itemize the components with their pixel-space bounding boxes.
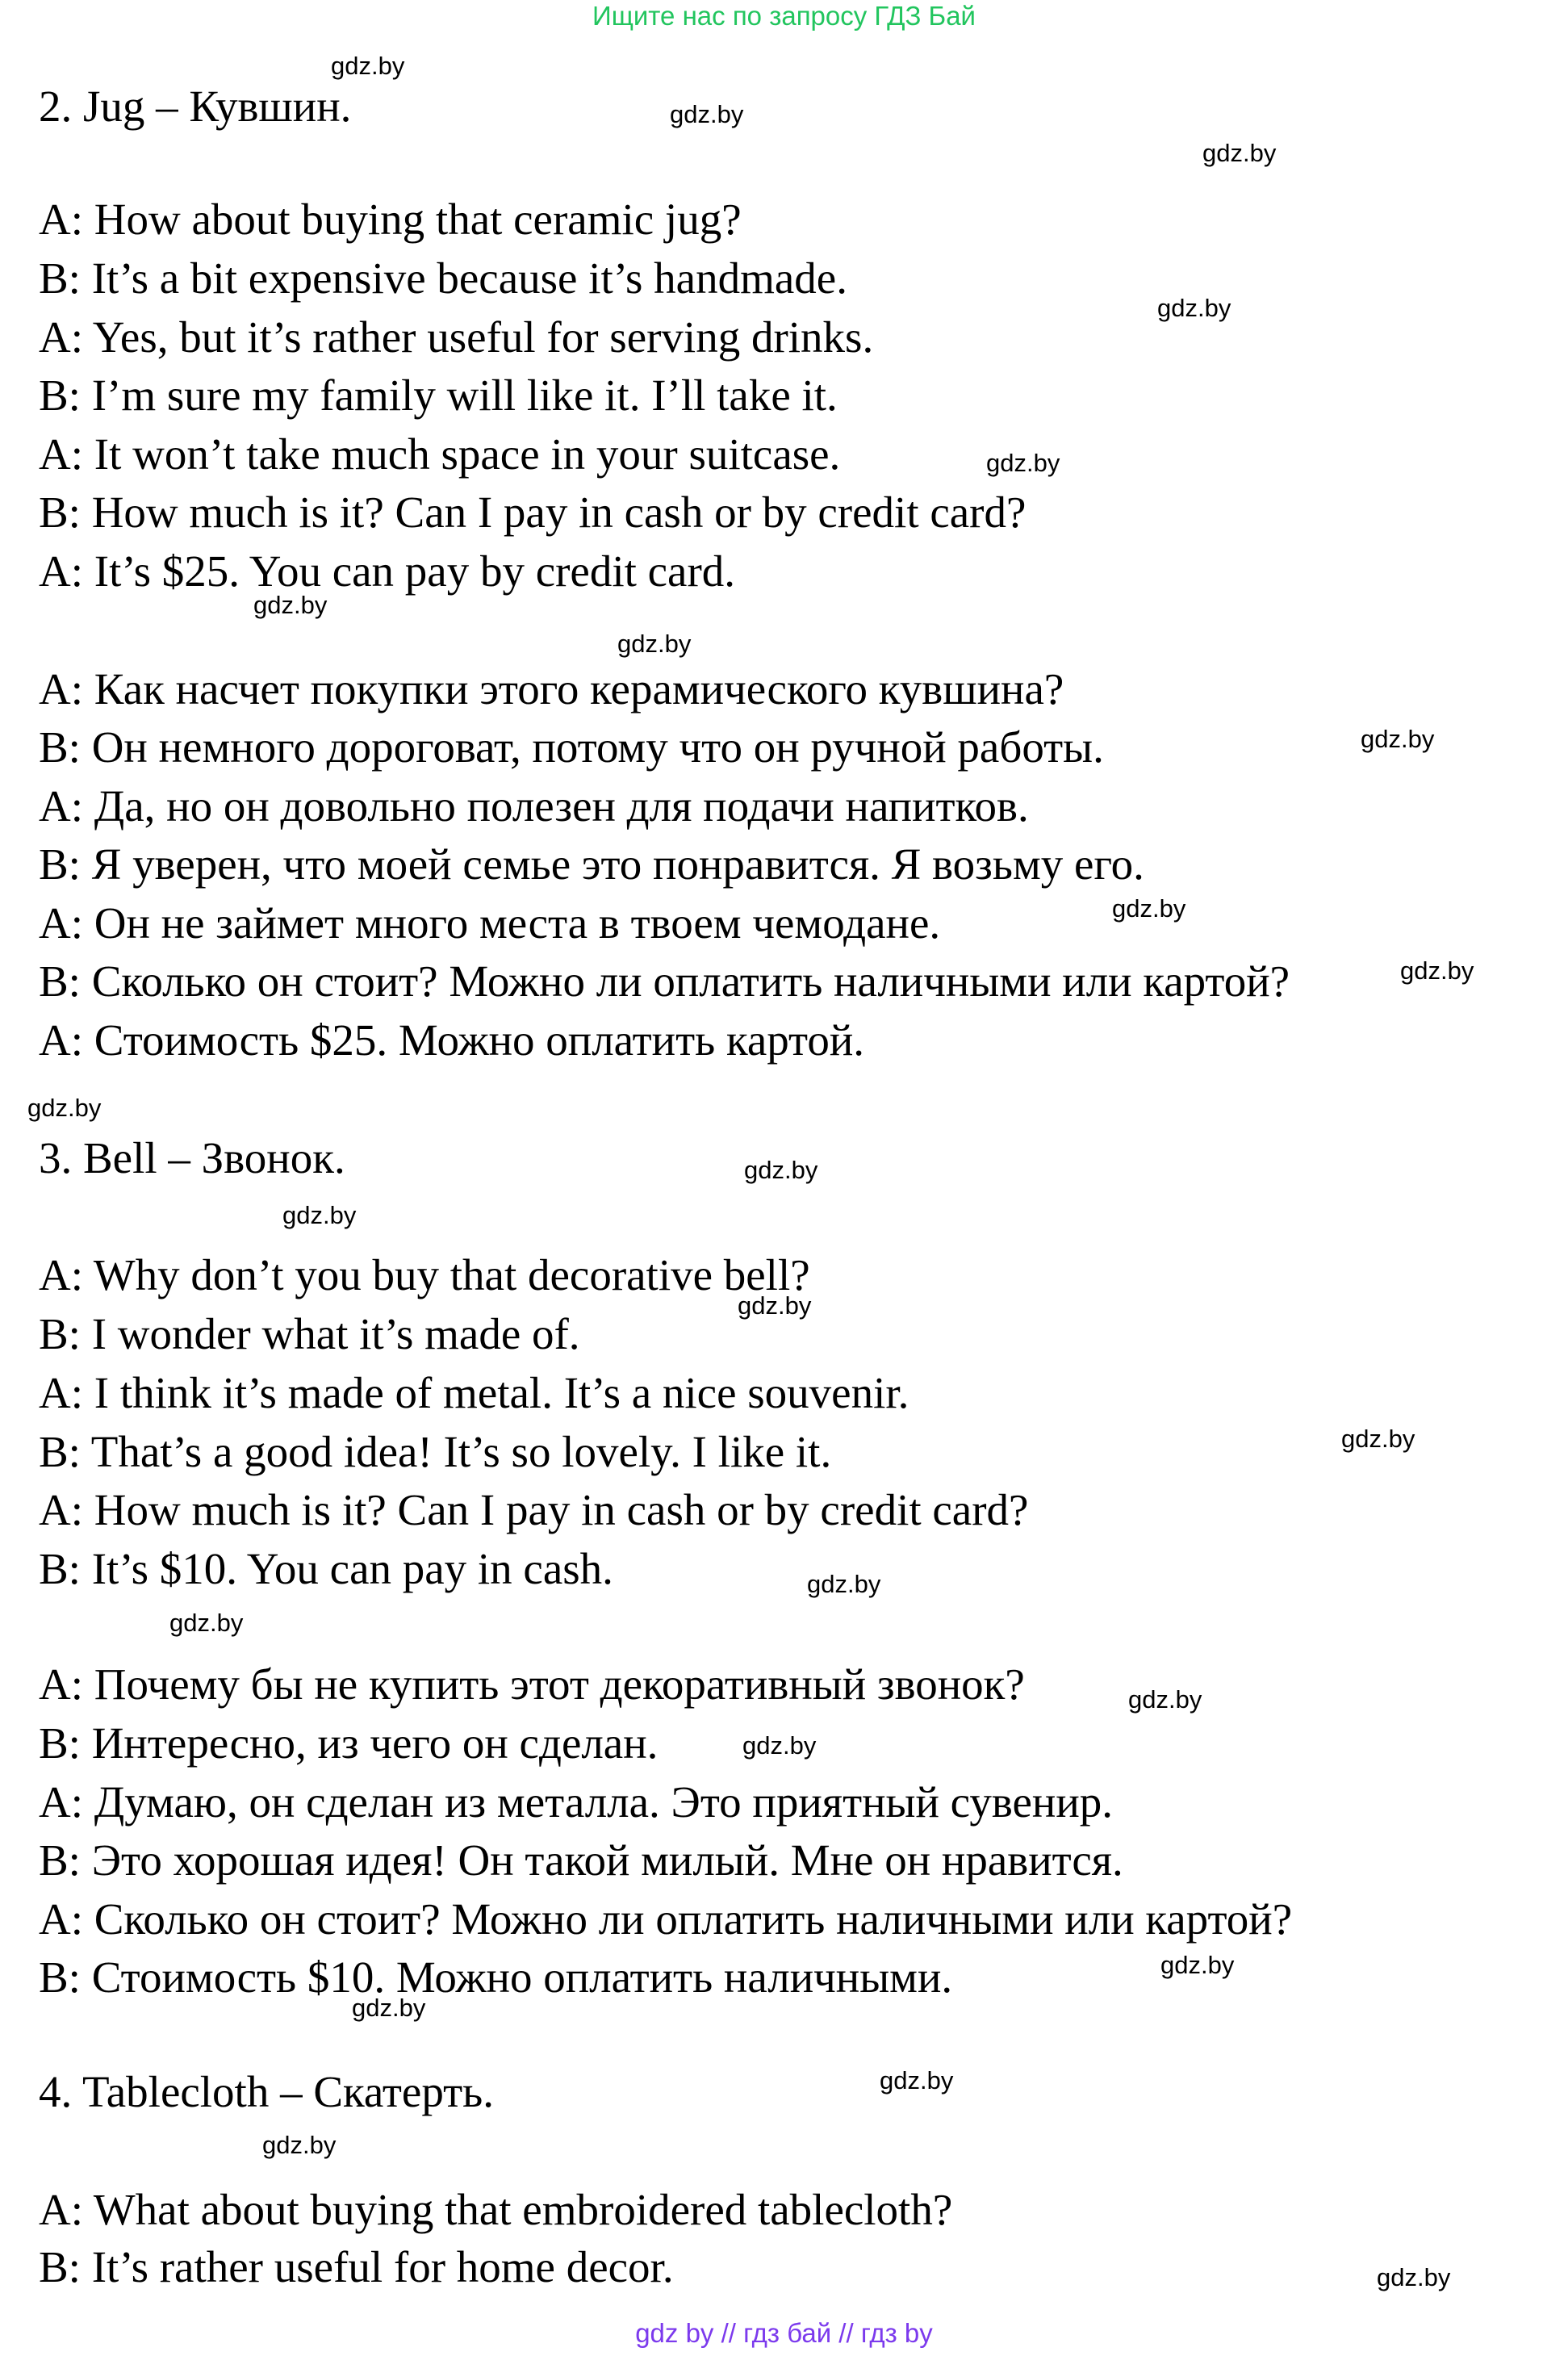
watermark: gdz.by xyxy=(1202,139,1277,167)
watermark: gdz.by xyxy=(1157,294,1231,322)
dialogue-line-ru: B: Интересно, из чего он сделан. xyxy=(39,1718,659,1768)
watermark: gdz.by xyxy=(331,52,405,80)
watermark: gdz.by xyxy=(744,1156,818,1184)
dialogue-line-en: A: Why don’t you buy that decorative bell? xyxy=(39,1250,810,1299)
dialogue-line-ru: B: Он немного дороговат, потому что он ручной работы. xyxy=(39,722,1104,772)
footer-links: gdz by // гдз бай // гдз by xyxy=(635,2318,933,2348)
dialogue-line-en: B: It’s $10. You can pay in cash. xyxy=(39,1544,613,1593)
watermark: gdz.by xyxy=(1341,1425,1415,1453)
dialogue-line-ru: A: Сколько он стоит? Можно ли оплатить наличными или картой? xyxy=(39,1894,1293,1944)
dialogue-line-en: A: I think it’s made of metal. It’s a nice souvenir. xyxy=(39,1368,909,1417)
dialogue-line-ru: B: Стоимость $10. Можно оплатить наличными. xyxy=(39,1952,953,2002)
watermark: gdz.by xyxy=(1377,2263,1451,2291)
dialogue-line-en: A: What about buying that embroidered tablecloth? xyxy=(39,2185,953,2234)
dialogue-line-ru: A: Почему бы не купить этот декоративный звонок? xyxy=(39,1659,1025,1709)
dialogue-line-en: B: That’s a good idea! It’s so lovely. I like it. xyxy=(39,1427,832,1476)
watermark: gdz.by xyxy=(27,1094,102,1122)
section-heading-tablecloth: 4. Tablecloth – Скатерть. xyxy=(39,2067,494,2116)
dialogue-line-ru: B: Сколько он стоит? Можно ли оплатить наличными или картой? xyxy=(39,956,1290,1006)
watermark: gdz.by xyxy=(617,630,692,658)
dialogue-line-ru: A: Стоимость $25. Можно оплатить картой. xyxy=(39,1015,865,1065)
dialogue-line-en: A: Yes, but it’s rather useful for serving drinks. xyxy=(39,312,874,362)
dialogue-line-en: A: How much is it? Can I pay in cash or by credit card? xyxy=(39,1485,1029,1534)
dialogue-line-ru: A: Думаю, он сделан из металла. Это приятный сувенир. xyxy=(39,1777,1114,1827)
watermark: gdz.by xyxy=(1112,894,1186,923)
watermark: gdz.by xyxy=(1361,725,1435,753)
watermark: gdz.by xyxy=(880,2066,954,2094)
dialogue-line-en: A: It’s $25. You can pay by credit card. xyxy=(39,546,736,596)
dialogue-line-en: A: It won’t take much space in your suitcase. xyxy=(39,429,841,479)
watermark: gdz.by xyxy=(670,100,744,128)
dialogue-line-en: B: I’m sure my family will like it. I’ll take it. xyxy=(39,370,838,420)
watermark: gdz.by xyxy=(262,2131,337,2159)
watermark: gdz.by xyxy=(169,1609,244,1637)
dialogue-line-ru: A: Он не займет много места в твоем чемодане. xyxy=(39,898,941,948)
dialogue-line-ru: B: Это хорошая идея! Он такой милый. Мне он нравится. xyxy=(39,1835,1123,1885)
watermark: gdz.by xyxy=(253,591,328,619)
watermark: gdz.by xyxy=(807,1570,881,1598)
watermark: gdz.by xyxy=(1160,1951,1235,1979)
watermark: gdz.by xyxy=(1128,1685,1202,1714)
dialogue-line-en: B: It’s rather useful for home decor. xyxy=(39,2242,674,2291)
dialogue-line-en: B: I wonder what it’s made of. xyxy=(39,1309,580,1358)
dialogue-line-ru: A: Да, но он довольно полезен для подачи напитков. xyxy=(39,781,1029,831)
section-heading-jug: 2. Jug – Кувшин. xyxy=(39,82,352,131)
dialogue-line-en: B: It’s a bit expensive because it’s handmade. xyxy=(39,253,847,303)
watermark: gdz.by xyxy=(738,1291,812,1320)
top-banner: Ищите нас по запросу ГДЗ Бай xyxy=(592,1,976,31)
watermark: gdz.by xyxy=(282,1201,357,1229)
dialogue-line-ru: B: Я уверен, что моей семье это понравится. Я возьму его. xyxy=(39,839,1144,889)
dialogue-line-en: B: How much is it? Can I pay in cash or by credit card? xyxy=(39,488,1027,537)
section-heading-bell: 3. Bell – Звонок. xyxy=(39,1133,345,1182)
watermark: gdz.by xyxy=(1400,956,1474,985)
watermark: gdz.by xyxy=(986,449,1060,477)
watermark: gdz.by xyxy=(742,1731,817,1760)
watermark: gdz.by xyxy=(352,1994,426,2022)
dialogue-line-ru: A: Как насчет покупки этого керамического кувшина? xyxy=(39,664,1064,713)
dialogue-line-en: A: How about buying that ceramic jug? xyxy=(39,195,742,244)
